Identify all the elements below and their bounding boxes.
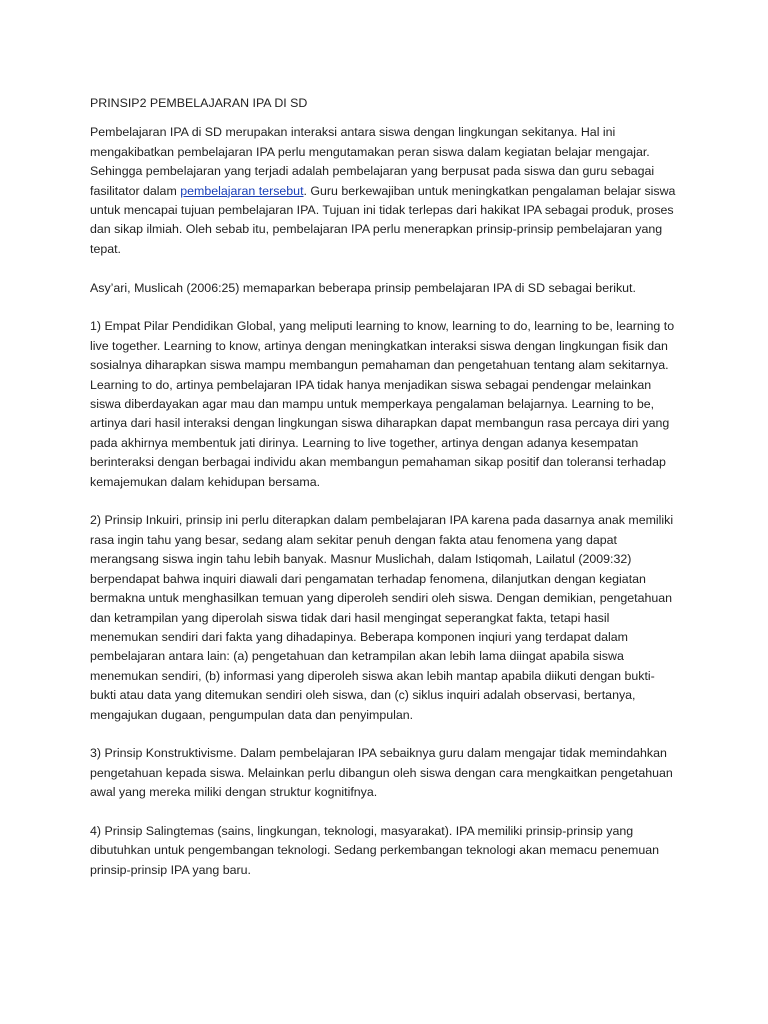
principle-paragraph-2: 2) Prinsip Inkuiri, prinsip ini perlu diterapkan dalam pembelajaran IPA karena pada dasarnya anak memiliki rasa ingin tahu yang besar, sedang alam sekitar penuh dengan fakta atau fenomena yang dapat merangsang siswa ingin tahu lebih banyak. Masnur Muslichah, dalam Istiqomah, Lailatul (2009:32) berpendapat bahwa inquiri diawali dari pengamatan terhadap fenomena, dilanjutkan dengan kegiatan bermakna untuk menghasilkan temuan yang diperoleh sendiri oleh siswa. Dengan demikian, pengetahuan dan ketrampilan yang diperolah siswa tidak dari hasil mengingat seperangkat fakta, tetapi hasil menemukan sendiri dari fakta yang dihadapinya. Beberapa komponen inqiuri yang terdapat dalam pembelajaran antara lain: (a) pengetahuan dan ketrampilan akan lebih lama diingat apabila siswa menemukan sendiri, (b) informasi yang diperoleh siswa akan lebih mantap apabila diikuti dengan bukti-bukti atau data yang ditemukan sendiri oleh siswa, dan (c) siklus inquiri adalah observasi, bertanya, mengajukan dugaan, pengumpulan data dan penyimpulan. xyxy=(90,513,674,722)
intro-text-after-link: . Guru berkewajiban untuk meningkatkan pengalaman belajar siswa untuk mencapai tujuan pembelajaran IPA. Tujuan ini tidak terlepas dari hakikat IPA sebagai produk, proses dan sikap ilmiah. Oleh sebab itu, pembelajaran IPA perlu menerapkan prinsip-prinsip pembelajaran yang tepat. xyxy=(90,183,676,256)
document-title: PRINSIP2 PEMBELAJARAN IPA DI SD xyxy=(90,96,308,110)
intro-text-before-link: Pembelajaran IPA di SD merupakan interaksi antara siswa dengan lingkungan sekitanya. Hal ini mengakibatkan pembelajaran IPA perlu mengutamakan peran siswa dalam kegiatan belajar mengajar. Sehingga pembelajaran yang terjadi adalah pembelajaran yang berpusat pada siswa dan guru sebagai fasilitator dalam xyxy=(90,125,655,198)
principle-paragraph-3: 3) Prinsip Konstruktivisme. Dalam pembelajaran IPA sebaiknya guru dalam mengajar tidak memindahkan pengetahuan kepada siswa. Melainkan perlu dibangun oleh siswa dengan cara mengkaitkan pengetahuan awal yang mereka miliki dengan struktur kognitifnya. xyxy=(90,746,673,800)
intro-paragraph xyxy=(90,123,680,259)
citation-intro-paragraph: Asy’ari, Muslicah (2006:25) memaparkan beberapa prinsip pembelajaran IPA di SD sebagai berikut. xyxy=(90,280,636,295)
principle-paragraph-4: 4) Prinsip Salingtemas (sains, lingkungan, teknologi, masyarakat). IPA memiliki prinsip-prinsip yang dibutuhkan untuk pengembangan teknologi. Sedang perkembangan teknologi akan memacu penemuan prinsip-prinsip IPA yang baru. xyxy=(90,823,660,877)
principle-paragraph-1: 1) Empat Pilar Pendidikan Global, yang meliputi learning to know, learning to do, learning to be, learning to live together. Learning to know, artinya dengan meningkatkan interaksi siswa dengan lingkungan fisik dan sosialnya diharapkan siswa mampu membangun pemahaman dan pengetahuan tentang alam sekitarnya. Learning to do, artinya pembelajaran IPA tidak hanya menjadikan siswa sebagai pendengar melainkan siswa diberdayakan agar mau dan mampu untuk memperkaya pengalaman belajarnya. Learning to be, artinya dari hasil interaksi dengan lingkungan siswa diharapkan dapat membangun rasa percaya diri yang pada akhirnya membentuk jati dirinya. Learning to live together, artinya dengan adanya kesempatan berinteraksi dengan berbagai individu akan membangun pemahaman sikap positif dan toleransi terhadap kemajemukan dalam kehidupan bersama. xyxy=(90,319,675,489)
pembelajaran-tersebut-link[interactable]: pembelajaran tersebut xyxy=(180,183,304,198)
